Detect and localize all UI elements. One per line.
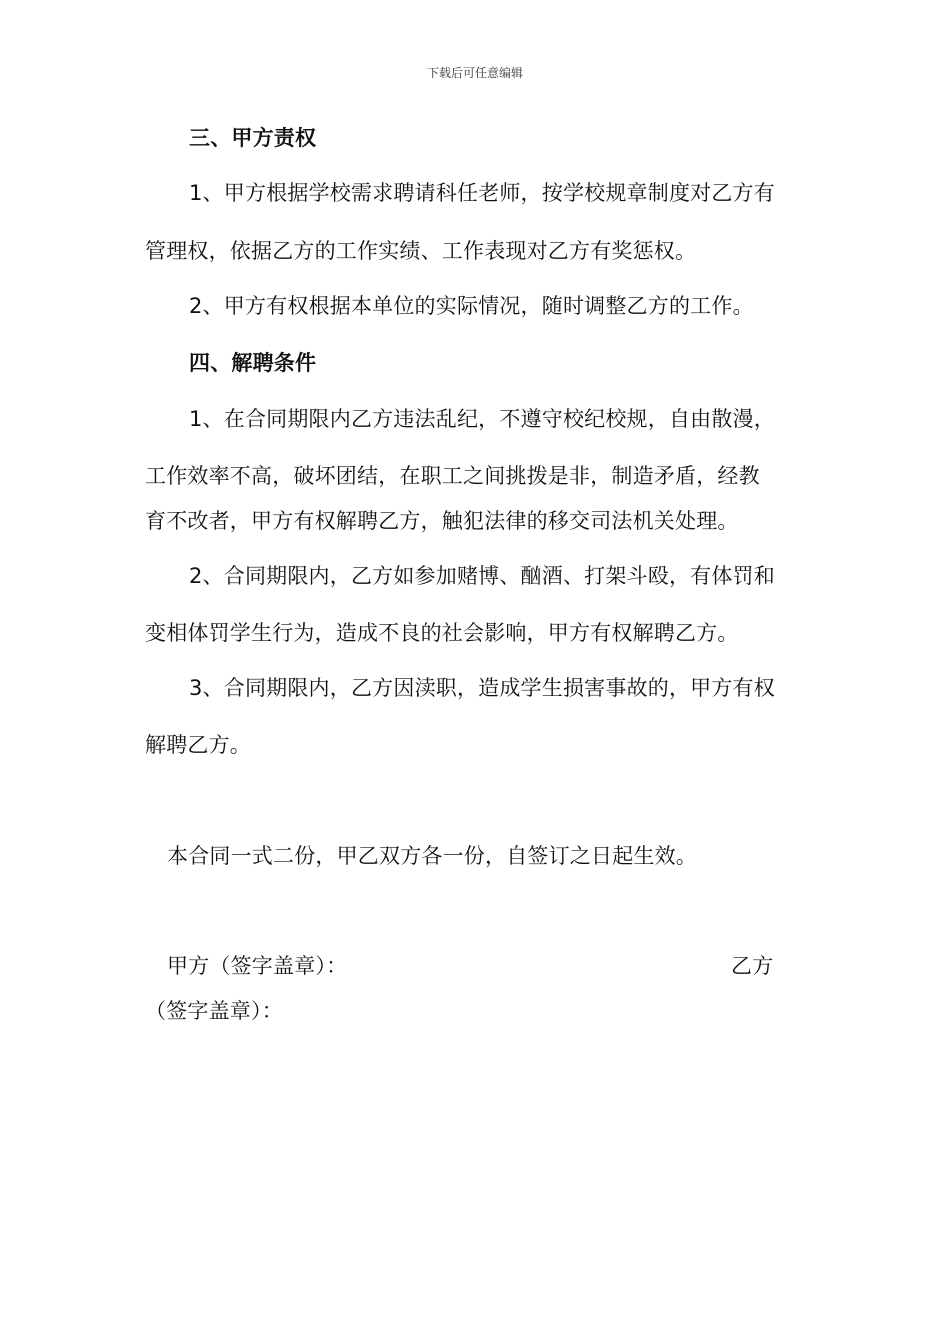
section-4-heading: 四、解聘条件 xyxy=(189,351,317,375)
party-b-signature-suffix: （签字盖章）： xyxy=(145,999,283,1023)
contract-copies-statement: 本合同一式二份，甲乙双方各一份，自签订之日起生效。 xyxy=(167,844,697,868)
section-4-item-2-line-2: 变相体罚学生行为，造成不良的社会影响，甲方有权解聘乙方。 xyxy=(145,621,739,645)
section-4-item-1-line-3: 育不改者，甲方有权解聘乙方，触犯法律的移交司法机关处理。 xyxy=(145,509,739,533)
party-b-signature-label: 乙方 xyxy=(731,954,774,978)
section-4-item-1-line-2: 工作效率不高，破坏团结，在职工之间挑拨是非，制造矛盾，经教 xyxy=(145,464,760,488)
section-3-item-1-line-1: 1、甲方根据学校需求聘请科任老师，按学校规章制度对乙方有 xyxy=(189,181,775,205)
section-4-item-3-line-1: 3、合同期限内，乙方因渎职，造成学生损害事故的，甲方有权 xyxy=(189,676,775,700)
party-a-signature-label: 甲方（签字盖章）： xyxy=(167,954,348,978)
page-header-note: 下载后可任意编辑 xyxy=(426,66,523,80)
section-4-item-1-line-1: 1、在合同期限内乙方违法乱纪，不遵守校纪校规，自由散漫， xyxy=(189,407,775,431)
section-4-item-3-line-2: 解聘乙方。 xyxy=(145,733,251,757)
section-3-item-2-line-1: 2、甲方有权根据本单位的实际情况，随时调整乙方的工作。 xyxy=(189,294,754,318)
section-3-item-1-line-2: 管理权，依据乙方的工作实绩、工作表现对乙方有奖惩权。 xyxy=(145,239,697,263)
section-4-item-2-line-1: 2、合同期限内，乙方如参加赌博、酗酒、打架斗殴，有体罚和 xyxy=(189,564,775,588)
section-3-heading: 三、甲方责权 xyxy=(189,126,317,150)
